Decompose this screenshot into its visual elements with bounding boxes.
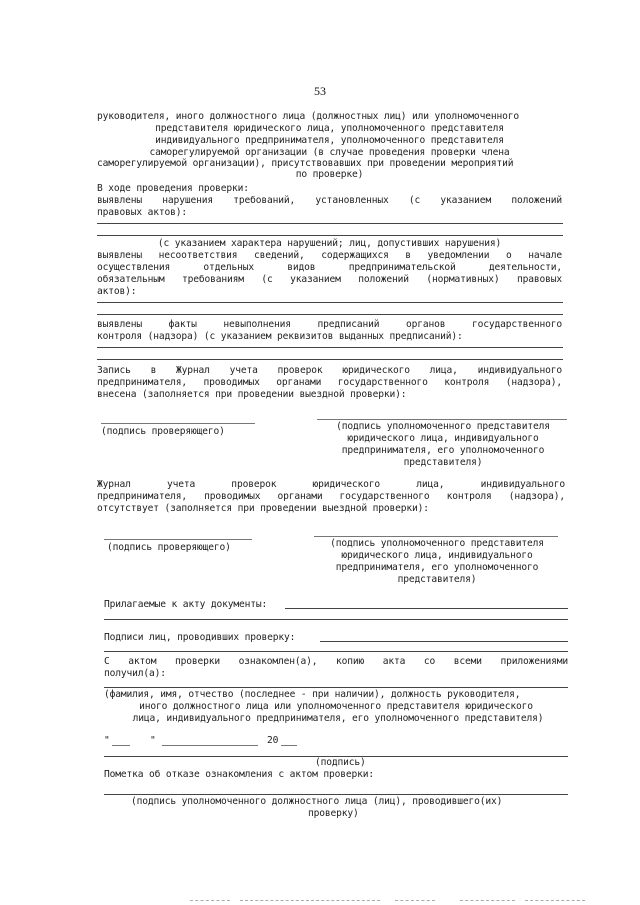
inspector-signature-caption: (подпись проверяющего) [101,426,225,437]
inspectors-signatures-label: Подписи лиц, проводивших проверку: [104,632,296,643]
scan-artifact [395,900,435,901]
attached-documents-label: Прилагаемые к акту документы: [104,599,268,610]
violations-fill-line-1 [97,223,563,224]
official-caption-line-2: проверку) [308,808,359,819]
representative2-caption-line-2: юридического лица, индивидуального [341,550,533,561]
official-caption-line-1: (подпись уполномоченного должностного лица (лиц), проводившего(их) [131,796,503,807]
violations-nature-caption: (с указанием характера нарушений; лиц, допустивших нарушения) [157,238,502,249]
inspector-signature-caption-2: (подпись проверяющего) [107,542,231,553]
representative2-caption-line-1: (подпись уполномоченного представителя [330,538,544,549]
inspector-signature-line-2 [104,539,252,540]
scan-artifact [525,900,585,901]
journal-entry-line-3: внесена (заполняется при проведении выездной проверки): [97,389,407,400]
date-close-quote: " [150,735,156,746]
representative2-caption-line-3: предпринимателя, его уполномоченного [335,562,539,573]
journal-missing-line-3: отсутствует (заполняется при проведении выездной проверки): [97,503,429,514]
representative-signature-line [317,419,567,420]
inspectors-signatures-fill-line [320,641,568,642]
scan-artifact [240,900,380,901]
acknowledged-line-1: С актом проверки ознакомлен(а), копию акта со всеми приложениями [104,656,568,667]
violations-line-2: правовых актов): [97,207,188,218]
journal-missing-line-2: предпринимателя, проводимых органами государственного контроля (надзора), [97,491,565,502]
acknowledged-fill-line [104,687,568,688]
participants-caption-line-6: по проверке) [295,169,364,180]
prescriptions-fill-line-2 [97,359,563,360]
participants-caption-line-1: руководителя, иного должностного лица (должностных лиц) или уполномоченного [97,111,519,122]
journal-entry-line-1: Запись в Журнал учета проверок юридического лица, индивидуального [97,365,562,376]
violations-fill-line-2 [97,235,563,236]
journal-missing-line-1: Журнал учета проверок юридического лица, индивидуального [97,479,565,490]
date-day-line [112,745,130,746]
inspector-signature-line [101,423,255,424]
attached-documents-fill-line-2 [104,619,568,620]
prescriptions-fill-line-1 [97,347,563,348]
mismatch-fill-line-2 [97,314,563,315]
scan-artifact [190,900,230,901]
prescriptions-line-1: выявлены факты невыполнения предписаний органов государственного [97,319,562,330]
mismatch-fill-line-1 [97,302,563,303]
mismatch-line-1: выявлены несоответствия сведений, содержащихся в уведомлении о начале [97,250,562,261]
page-number: 53 [314,84,326,98]
representative2-caption-line-4: представителя) [397,574,477,585]
scan-artifact [460,900,515,901]
date-year-line [281,745,297,746]
fio-caption-line-3: лица, индивидуального предпринимателя, его уполномоченного представителя) [132,713,544,724]
mismatch-line-3: обязательным требованиям (с указанием положений (нормативных) правовых [97,274,562,285]
inspection-heading: В ходе проведения проверки: [97,183,249,194]
date-month-line [162,745,258,746]
signature-caption: (подпись) [315,757,366,768]
attached-documents-fill-line [285,608,568,609]
mismatch-line-2: осуществления отдельных видов предпринимательской деятельности, [97,262,562,273]
refusal-fill-line [104,794,568,795]
violations-line-1: выявлены нарушения требований, установленных (с указанием положений [97,195,562,206]
prescriptions-line-2: контроля (надзора) (с указанием реквизитов выданных предписаний): [97,331,463,342]
fio-caption-line-2: иного должностного лица или уполномоченного представителя юридического [139,701,533,712]
inspectors-signatures-fill-line-2 [104,651,568,652]
representative-caption-line-1: (подпись уполномоченного представителя [336,421,550,432]
refusal-label: Пометка об отказе ознакомления с актом проверки: [104,769,375,780]
participants-caption-line-3: индивидуального предпринимателя, уполномоченного представителя [155,135,504,146]
acknowledged-line-2: получил(а): [104,668,166,679]
journal-entry-line-2: предпринимателя, проводимых органами государственного контроля (надзора), [97,377,562,388]
fio-caption-line-1: (фамилия, имя, отчество (последнее - при наличии), должность руководителя, [104,689,521,700]
participants-caption-line-5: саморегулируемой организации), присутствовавших при проведении мероприятий [97,158,514,169]
participants-caption-line-4: саморегулируемой организации (в случае проведения проверки члена [149,147,510,158]
representative-caption-line-2: юридического лица, индивидуального [347,433,539,444]
date-year-prefix: 20 [267,735,279,746]
representative-caption-line-3: предпринимателя, его уполномоченного [341,445,545,456]
date-open-quote: " [104,735,110,746]
participants-caption-line-2: представителя юридического лица, уполномоченного представителя [155,123,504,134]
mismatch-line-4: актов): [97,286,137,297]
representative-signature-line-2 [314,536,558,537]
representative-caption-line-4: представителя) [403,457,483,468]
